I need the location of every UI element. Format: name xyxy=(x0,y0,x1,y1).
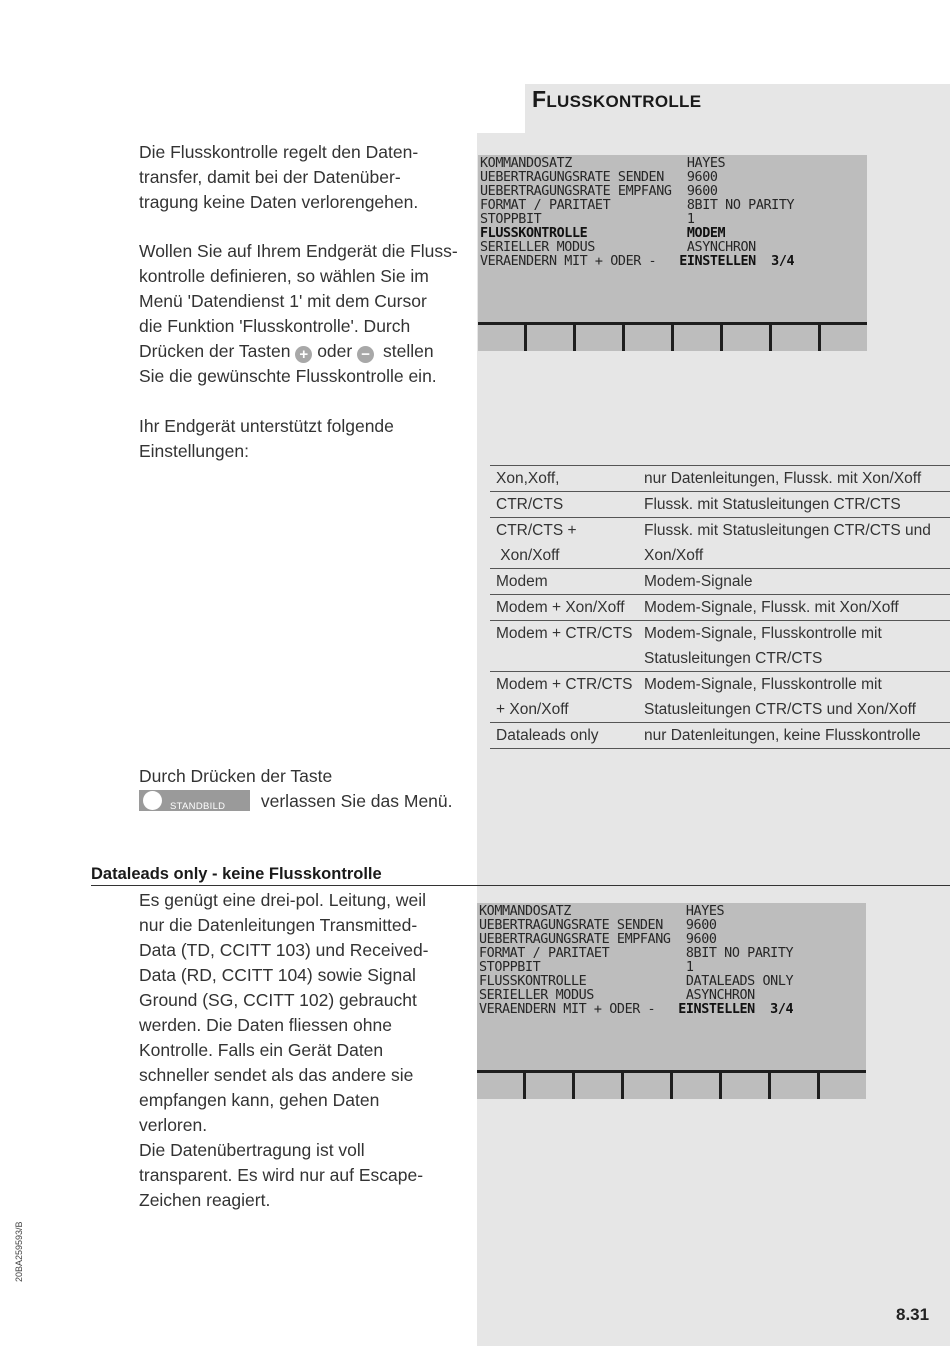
terminal-line xyxy=(480,241,867,255)
description-text: Statusleitungen CTR/CTS und Xon/Xoff xyxy=(644,701,916,718)
setting-cell xyxy=(490,621,638,672)
terminal-label: UEBERTRAGUNGSRATE EMPFANG xyxy=(480,184,687,199)
terminal-value: 1 xyxy=(686,212,695,227)
description-cell xyxy=(638,621,950,672)
setting-cell xyxy=(490,569,638,595)
description-text: nur Datenleitungen, Flussk. mit Xon/Xoff xyxy=(644,470,922,487)
terminal-label: KOMMANDOSATZ xyxy=(480,156,687,171)
terminal-label: UEBERTRAGUNGSRATE SENDEN xyxy=(479,918,686,933)
body-line: transparent. Es wird nur auf Escape- xyxy=(139,1165,424,1185)
terminal-value: 9600 xyxy=(686,170,718,185)
function-key-bar xyxy=(477,1070,866,1099)
terminal-label: UEBERTRAGUNGSRATE SENDEN xyxy=(480,170,687,185)
setting-text: Modem xyxy=(496,573,548,590)
standbild-key-icon xyxy=(143,791,162,810)
terminal-value: 1 xyxy=(685,960,694,975)
setting-text: CTR/CTS + xyxy=(496,522,577,539)
function-key[interactable] xyxy=(524,325,573,351)
dataleads-paragraph xyxy=(139,888,479,1213)
function-key[interactable] xyxy=(477,1073,523,1099)
terminal-value: DATALEADS ONLY xyxy=(685,974,794,989)
function-key[interactable] xyxy=(621,1073,670,1099)
terminal-label: FLUSSKONTROLLE xyxy=(479,974,686,989)
terminal-label: STOPPBIT xyxy=(479,960,686,975)
body-line: verloren. xyxy=(139,1115,208,1135)
body-line: Zeichen reagiert. xyxy=(139,1190,271,1210)
plus-key-icon: + xyxy=(295,346,312,363)
document-id: 20BA259593/B xyxy=(14,1221,24,1282)
terminal-value: 9600 xyxy=(685,918,717,933)
description-text: Modem-Signale, Flussk. mit Xon/Xoff xyxy=(644,599,899,616)
setting-cell xyxy=(490,492,638,518)
standbild-key[interactable]: STANDBILD xyxy=(139,790,250,811)
description-text: Xon/Xoff xyxy=(644,547,704,564)
terminal-footer xyxy=(480,255,867,269)
table-row xyxy=(490,672,950,723)
terminal-value: 9600 xyxy=(685,932,717,947)
description-cell xyxy=(638,672,950,723)
table-row xyxy=(490,492,950,518)
body-line: Ground (SG, CCITT 102) gebraucht xyxy=(139,990,417,1010)
setting-cell xyxy=(490,466,638,492)
setting-cell xyxy=(490,518,638,569)
setting-text: Xon,Xoff, xyxy=(496,470,560,487)
description-text: Flussk. mit Statusleitungen CTR/CTS xyxy=(644,496,901,513)
body-line: Die Datenübertragung ist voll xyxy=(139,1140,365,1160)
terminal-label: FLUSSKONTROLLE xyxy=(480,226,687,241)
function-key[interactable] xyxy=(478,325,524,351)
terminal-line xyxy=(480,227,867,241)
table-row xyxy=(490,466,950,492)
function-key[interactable] xyxy=(573,325,622,351)
body-line: Es genügt eine drei-pol. Leitung, weil xyxy=(139,890,426,910)
body-line: schneller sendet als das andere sie xyxy=(139,1065,414,1085)
description-text: Modem-Signale xyxy=(644,573,753,590)
function-key[interactable] xyxy=(719,1073,768,1099)
table-row xyxy=(490,518,950,569)
terminal-value: MODEM xyxy=(686,226,726,241)
terminal-footer xyxy=(479,1003,866,1017)
terminal-lines xyxy=(477,903,866,1017)
function-key[interactable] xyxy=(671,325,720,351)
description-text: Modem-Signale, Flusskontrolle mit xyxy=(644,625,882,642)
terminal-footer-page: 3/4 xyxy=(770,1002,794,1017)
description-text: nur Datenleitungen, keine Flusskontrolle xyxy=(644,727,921,744)
function-key[interactable] xyxy=(768,1073,817,1099)
body-line: Kontrolle. Falls ein Gerät Daten xyxy=(139,1040,384,1060)
terminal-value: ASYNCHRON xyxy=(686,240,756,255)
setting-cell xyxy=(490,723,638,749)
body-line: nur die Datenleitungen Transmitted- xyxy=(139,915,418,935)
terminal-line xyxy=(480,185,867,199)
description-text: Modem-Signale, Flusskontrolle mit xyxy=(644,676,882,693)
terminal-label: FORMAT / PARITAET xyxy=(480,198,687,213)
description-text: Statusleitungen CTR/CTS xyxy=(644,650,823,667)
page-number: 8.31 xyxy=(896,1305,930,1324)
setting-text: Dataleads only xyxy=(496,727,599,744)
terminal-label: STOPPBIT xyxy=(480,212,687,227)
setting-cell xyxy=(490,595,638,621)
description-cell xyxy=(638,466,950,492)
description-cell xyxy=(638,569,950,595)
exit-instruction: Durch Drücken der Taste STANDBILD verlassen Sie das Menü. xyxy=(139,766,453,812)
table-row xyxy=(490,595,950,621)
page-title: FLUSSKONTROLLE xyxy=(532,86,702,112)
setting-text: CTR/CTS xyxy=(496,496,564,513)
setting-text: Modem + CTR/CTS xyxy=(496,625,633,642)
terminal-line xyxy=(479,933,866,947)
section-heading: Dataleads only - keine Flusskontrolle xyxy=(91,865,382,883)
function-key[interactable] xyxy=(523,1073,572,1099)
terminal-line xyxy=(479,947,866,961)
instructions-paragraph: Wollen Sie auf Ihrem Endgerät die Fluss- kontrolle definieren, so wählen Sie im Menü 'Datendienst 1' mit dem Cursor die Funktion 'Flusskontrolle'. Durch Drücken der Tasten + oder − stellen Sie die gewünschte Flusskontrolle ein. xyxy=(139,241,458,386)
function-key[interactable] xyxy=(720,325,769,351)
terminal-footer-hint: VERAENDERN MIT + ODER - xyxy=(480,254,680,269)
terminal-footer-hint: VERAENDERN MIT + ODER - xyxy=(479,1002,679,1017)
setting-text: Modem + Xon/Xoff xyxy=(496,599,625,616)
terminal-footer-page: 3/4 xyxy=(771,254,795,269)
function-key-bar xyxy=(478,322,867,351)
terminal-lines xyxy=(478,155,867,269)
setting-text: Xon/Xoff xyxy=(496,547,560,564)
terminal-label: SERIELLER MODUS xyxy=(480,240,687,255)
terminal-screen-modem xyxy=(478,155,867,351)
terminal-label: FORMAT / PARITAET xyxy=(479,946,686,961)
intro-paragraph: Die Flusskontrolle regelt den Daten- transfer, damit bei der Datenüber- tragung keine Daten verlorengehen. xyxy=(139,142,419,212)
terminal-value: 9600 xyxy=(686,184,718,199)
terminal-line xyxy=(480,157,867,171)
terminal-line xyxy=(479,919,866,933)
terminal-line xyxy=(479,961,866,975)
terminal-value: 8BIT NO PARITY xyxy=(685,946,794,961)
description-text: Flussk. mit Statusleitungen CTR/CTS und xyxy=(644,522,931,539)
function-key[interactable] xyxy=(818,325,867,351)
terminal-value: ASYNCHRON xyxy=(685,988,755,1003)
terminal-value: HAYES xyxy=(685,904,725,919)
body-line: werden. Die Daten fliessen ohne xyxy=(139,1015,392,1035)
terminal-line xyxy=(480,213,867,227)
table-row xyxy=(490,723,950,749)
table-row xyxy=(490,569,950,595)
description-cell xyxy=(638,492,950,518)
body-line: Data (RD, CCITT 104) sowie Signal xyxy=(139,965,416,985)
body-line: empfangen kann, gehen Daten xyxy=(139,1090,380,1110)
terminal-line xyxy=(479,975,866,989)
description-cell xyxy=(638,518,950,569)
function-key[interactable] xyxy=(572,1073,621,1099)
body-line: Data (TD, CCITT 103) und Received- xyxy=(139,940,429,960)
terminal-footer-mode: EINSTELLEN xyxy=(679,254,772,269)
section-divider xyxy=(91,885,950,886)
terminal-value: HAYES xyxy=(686,156,726,171)
terminal-line xyxy=(479,905,866,919)
setting-cell xyxy=(490,672,638,723)
description-cell xyxy=(638,595,950,621)
terminal-line xyxy=(480,199,867,213)
terminal-label: KOMMANDOSATZ xyxy=(479,904,686,919)
function-key[interactable] xyxy=(817,1073,866,1099)
table-row xyxy=(490,621,950,672)
setting-text: Modem + CTR/CTS xyxy=(496,676,633,693)
terminal-value: 8BIT NO PARITY xyxy=(686,198,795,213)
terminal-label: SERIELLER MODUS xyxy=(479,988,686,1003)
function-key[interactable] xyxy=(769,325,818,351)
flow-control-options-table xyxy=(490,465,950,749)
function-key[interactable] xyxy=(622,325,671,351)
supported-settings-intro: Ihr Endgerät unterstützt folgende Einstellungen: xyxy=(139,416,394,461)
minus-key-icon: − xyxy=(357,346,374,363)
function-key[interactable] xyxy=(670,1073,719,1099)
terminal-footer-mode: EINSTELLEN xyxy=(678,1002,771,1017)
description-cell xyxy=(638,723,950,749)
terminal-screen-dataleads xyxy=(477,903,866,1099)
terminal-line xyxy=(480,171,867,185)
terminal-line xyxy=(479,989,866,1003)
setting-text: + Xon/Xoff xyxy=(496,701,569,718)
terminal-label: UEBERTRAGUNGSRATE EMPFANG xyxy=(479,932,686,947)
